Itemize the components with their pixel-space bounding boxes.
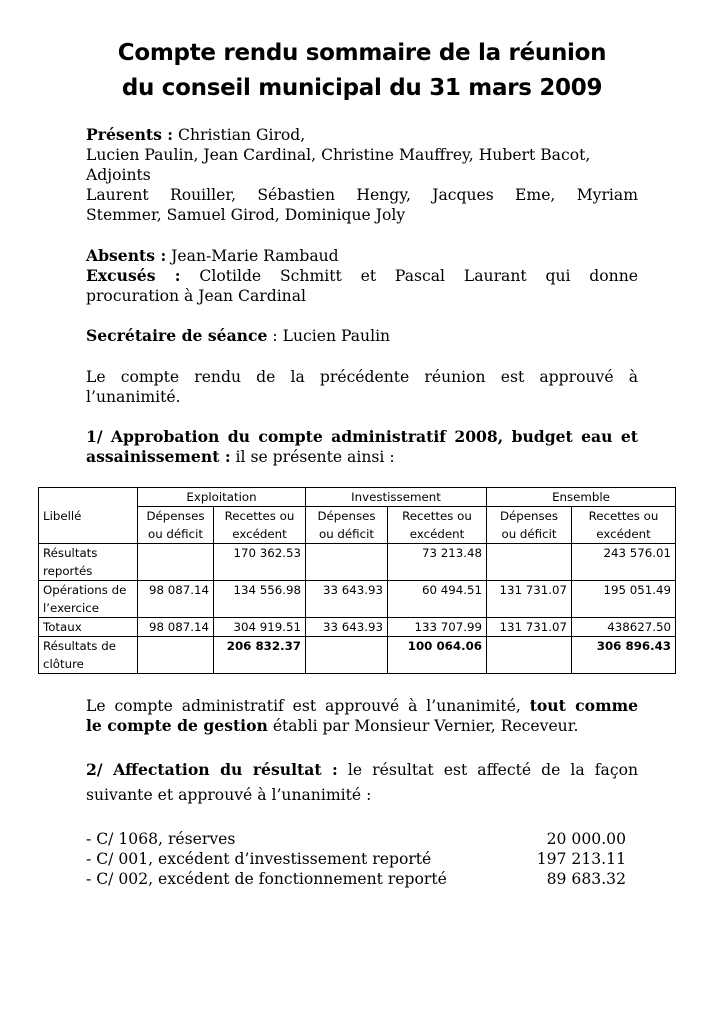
sub-header: Recettes ou excédent: [214, 507, 306, 544]
presents-label: Présents :: [86, 125, 174, 144]
section-1-heading: [86, 427, 638, 467]
table-row: [39, 581, 676, 618]
sub-header: Dépenses ou déficit: [487, 507, 572, 544]
allocation-amount: 89 683.32: [546, 870, 626, 888]
financial-table: [38, 487, 676, 674]
account-line-1-bold: tout comme: [529, 696, 638, 715]
table-cell: [487, 637, 572, 674]
table-cell: 133 707.99: [388, 618, 487, 637]
table-cell: 170 362.53: [214, 544, 306, 581]
table-row: [39, 637, 676, 674]
account-line-1: Le compte administratif est approuvé à l’unanimité,: [86, 697, 530, 715]
table-cell: 73 213.48: [388, 544, 487, 581]
section-2-heading-bold: 2/ Affectation du résultat :: [86, 760, 338, 779]
row-label: Opérations de l’exercice: [39, 581, 138, 618]
title-line-1: Compte rendu sommaire de la réunion: [117, 40, 607, 66]
approval-line-2: l’unanimité.: [86, 388, 181, 406]
approval-block: [86, 367, 638, 407]
table-cell: [306, 544, 388, 581]
table-cell: 306 896.43: [572, 637, 676, 674]
account-line-2-bold: le compte de gestion: [86, 716, 268, 735]
table-cell: 98 087.14: [138, 618, 214, 637]
secretaire-text: : Lucien Paulin: [267, 327, 391, 345]
presents-line-2: Lucien Paulin, Jean Cardinal, Christine Mauffrey, Hubert Bacot,: [86, 146, 591, 164]
section-2-heading-rest: le résultat est affecté de la façon: [337, 761, 638, 779]
table-cell: [487, 544, 572, 581]
table-cell: 131 731.07: [487, 581, 572, 618]
group-header-investissement: Investissement: [306, 488, 487, 507]
row-label: Résultats de clôture: [39, 637, 138, 674]
presents-line-4: Laurent Rouiller, Sébastien Hengy, Jacques Eme, Myriam: [86, 186, 638, 204]
table-row: [39, 618, 676, 637]
section-1-heading-line-1: 1/ Approbation du compte administratif 2008, budget eau et: [86, 427, 638, 446]
libelle-header: Libellé: [39, 488, 138, 544]
approval-line-1: Le compte rendu de la précédente réunion est approuvé à: [86, 368, 638, 386]
presents-line-3: Adjoints: [86, 166, 151, 184]
table-cell: 100 064.06: [388, 637, 487, 674]
table-cell: 60 494.51: [388, 581, 487, 618]
table-cell: [138, 544, 214, 581]
list-item: [86, 849, 626, 869]
table-header-row: [39, 488, 676, 507]
secretaire-label: Secrétaire de séance: [86, 326, 268, 345]
section-2-line-2: suivante et approuvé à l’unanimité :: [86, 786, 372, 804]
allocation-amount: 197 213.11: [536, 850, 626, 868]
group-header-ensemble: Ensemble: [487, 488, 676, 507]
allocation-label: - C/ 001, excédent d’investissement reporté: [86, 850, 432, 868]
absents-text: Jean-Marie Rambaud: [166, 247, 339, 265]
account-line-2: établi par Monsieur Vernier, Receveur.: [267, 717, 579, 735]
excuses-label: Excusés :: [86, 266, 181, 285]
sub-header: Recettes ou excédent: [388, 507, 487, 544]
table-cell: 206 832.37: [214, 637, 306, 674]
excuses-line-2: procuration à Jean Cardinal: [86, 287, 307, 305]
table-cell: 243 576.01: [572, 544, 676, 581]
group-header-exploitation: Exploitation: [138, 488, 306, 507]
table-cell: 33 643.93: [306, 618, 388, 637]
table-cell: 134 556.98: [214, 581, 306, 618]
table-cell: [306, 637, 388, 674]
list-item: [86, 869, 626, 889]
row-label: Totaux: [39, 618, 138, 637]
table-cell: [138, 637, 214, 674]
presents-block: [86, 125, 638, 225]
table-cell: 131 731.07: [487, 618, 572, 637]
secretaire-block: [86, 326, 638, 346]
sub-header: Dépenses ou déficit: [138, 507, 214, 544]
table-row: [39, 544, 676, 581]
table-cell: 304 919.51: [214, 618, 306, 637]
page-title: [0, 36, 724, 106]
section-1-heading-bold: assainissement :: [86, 447, 231, 466]
allocation-label: - C/ 002, excédent de fonctionnement reporté: [86, 870, 447, 888]
excuses-line-1: Clotilde Schmitt et Pascal Laurant qui donne: [180, 267, 638, 285]
sub-header: Recettes ou excédent: [572, 507, 676, 544]
absents-label: Absents :: [86, 246, 167, 265]
presents-line-1: Christian Girod,: [173, 126, 306, 144]
title-line-2: du conseil municipal du 31 mars 2009: [121, 75, 603, 101]
table-cell: 195 051.49: [572, 581, 676, 618]
allocation-amount: 20 000.00: [546, 830, 626, 848]
section-1-heading-rest: il se présente ainsi :: [230, 448, 395, 466]
presents-line-5: Stemmer, Samuel Girod, Dominique Joly: [86, 206, 406, 224]
table-cell: 98 087.14: [138, 581, 214, 618]
table-cell: 33 643.93: [306, 581, 388, 618]
row-label: Résultats reportés: [39, 544, 138, 581]
list-item: [86, 829, 626, 849]
table-cell: 438627.50: [572, 618, 676, 637]
allocation-list: [86, 829, 626, 889]
sub-header: Dépenses ou déficit: [306, 507, 388, 544]
account-block: [86, 696, 638, 736]
section-2-block: [86, 757, 638, 808]
absents-block: [86, 246, 638, 306]
allocation-label: - C/ 1068, réserves: [86, 830, 236, 848]
